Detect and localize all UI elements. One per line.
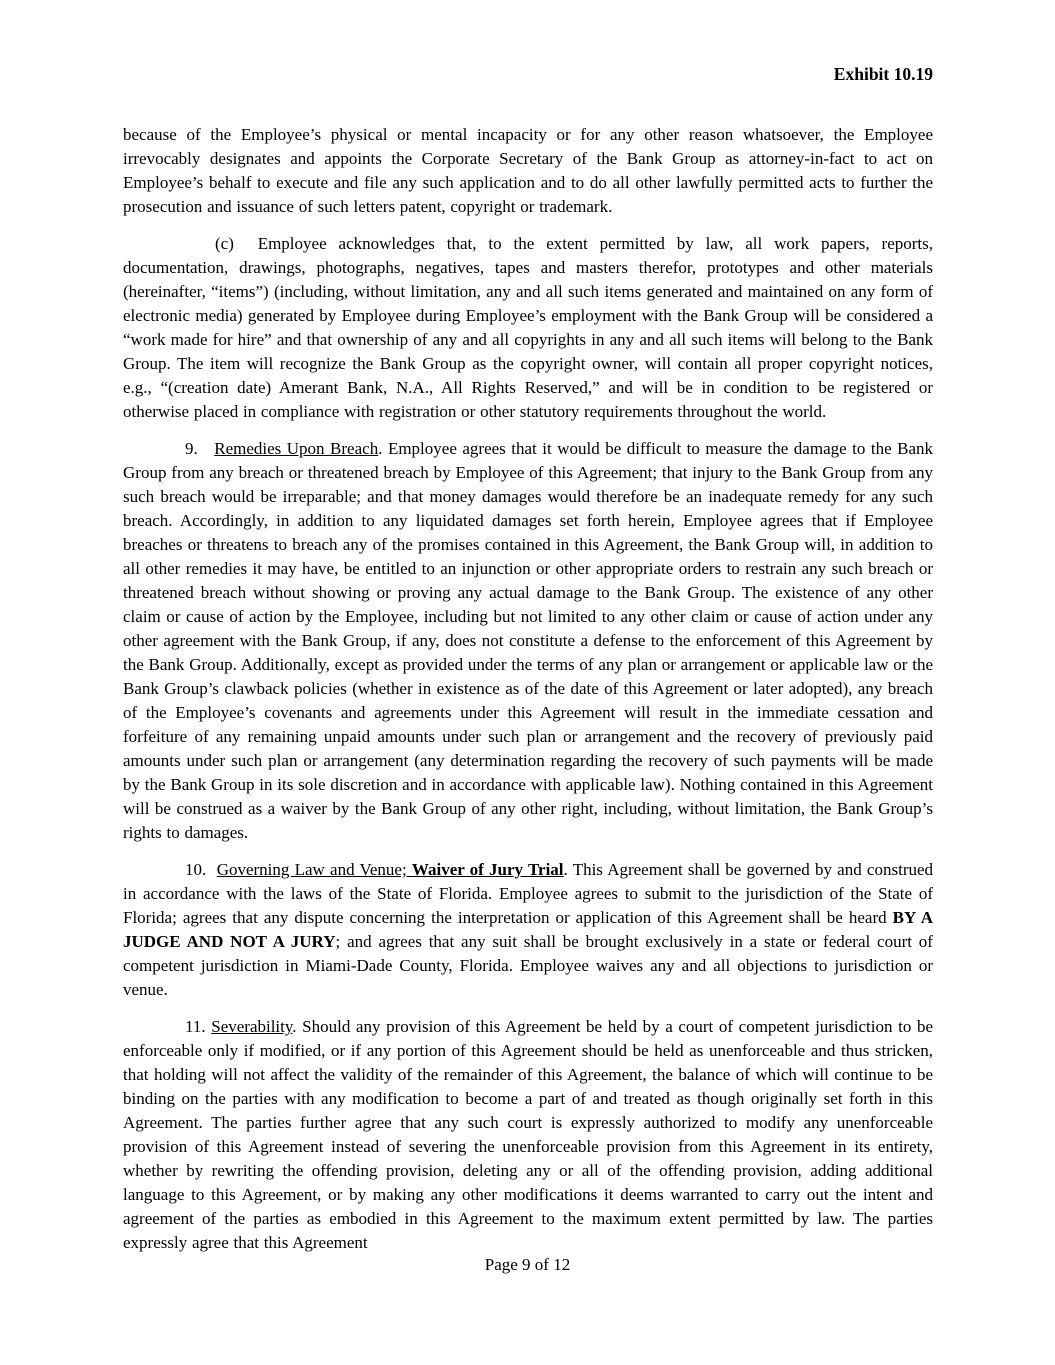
section-number: 9.	[185, 439, 215, 458]
document-content	[123, 62, 933, 1255]
section-number: 10.	[185, 860, 217, 879]
continuation-paragraph	[123, 123, 933, 219]
document-body	[123, 123, 933, 1255]
section-title: Remedies Upon Breach	[214, 439, 379, 458]
section-title: Governing Law and Venue;	[216, 860, 412, 879]
section-body: . Employee agrees that it would be difficult to measure the damage to the Bank Group from any breach or threatened breach by Employee of this Agreement; that injury to the Bank Group from any such breach would be irreparable; and that money damages would therefore be an inadequate remedy for any such breach. Accordingly, in addition to any liquidated damages set forth herein, Employee agrees that if Employee breaches or threatens to breach any of the promises contained in this Agreement, the Bank Group will, in addition to all other remedies it may have, be entitled to an injunction or other appropriate orders to restrain any such breach or threatened breach without showing or proving any actual damage to the Bank Group. The existence of any other claim or cause of action by the Employee, including but not limited to any other claim or cause of action under any other agreement with the Bank Group, if any, does not constitute a defense to the enforcement of this Agreement by the Bank Group. Additionally, except as provided under the terms of any plan or arrangement or applicable law or the Bank Group’s clawback policies (whether in existence as of the date of this Agreement or later adopted), any breach of the Employee’s covenants and agreements under this Agreement will result in the immediate cessation and forfeiture of any remaining unpaid amounts under such plan or arrangement and the recovery of previously paid amounts under such plan or arrangement (any determination regarding the recovery of such payments will be made by the Bank Group in its sole discretion and in accordance with applicable law). Nothing contained in this Agreement will be construed as a waiver by the Bank Group of any other right, including, without limitation, the Bank Group’s rights to damages.	[123, 439, 934, 842]
emphasis-run: BY A JUDGE AND NOT A JURY	[123, 908, 933, 951]
section-body: . This Agreement shall be governed by and construed in accordance with the laws of the State of Florida. Employee agrees to submit to the jurisdiction of the State of Florida; agrees that any dispute concerning the interpretation or application of this Agreement shall be heard	[123, 860, 934, 927]
page-number: Page 9 of 12	[484, 1255, 571, 1274]
section-title-bold: Waiver of Jury Trial	[411, 860, 564, 879]
section-title: Severability	[211, 1017, 293, 1036]
section-9-remedies-upon-breach	[123, 437, 933, 845]
section-10-governing-law-and-venue	[123, 858, 933, 1002]
section-body-continued: ; and agrees that any suit shall be brought exclusively in a state or federal court of competent jurisdiction in Miami-Dade County, Florida. Employee waives any and all objections to jurisdiction or venue.	[123, 932, 933, 999]
clause-c-paragraph	[123, 232, 933, 424]
exhibit-label: Exhibit 10.19	[833, 64, 933, 84]
text-run: because of the Employee’s physical or mental incapacity or for any other reason whatsoever, the Employee irrevocably designates and appoints the Corporate Secretary of the Bank Group as attorney-in-fact to act on Employee’s behalf to execute and file any such application and to do all other lawfully permitted acts to further the prosecution and issuance of such letters patent, copyright or trademark.	[123, 125, 933, 216]
section-number: 11.	[185, 1017, 212, 1036]
section-body: . Should any provision of this Agreement be held by a court of competent jurisdiction to be enforceable only if modified, or if any portion of this Agreement should be held as unenforceable and thus stricken, that holding will not affect the validity of the remainder of this Agreement, the balance of which will continue to be binding on the parties with any modification to become a part of and treated as though originally set forth in this Agreement. The parties further agree that any such court is expressly authorized to modify any unenforceable provision of this Agreement instead of severing the unenforceable provision from this Agreement in its entirety, whether by rewriting the offending provision, deleting any or all of the offending provision, adding additional language to this Agreement, or by making any other modifications it deems warranted to carry out the intent and agreement of the parties as embodied in this Agreement to the maximum extent permitted by law. The parties expressly agree that this Agreement	[123, 1017, 933, 1252]
clause-label: (c) Employee acknowledges that, to the extent permitted by law, all work papers, reports, documentation, drawings, photographs, negatives, tapes and masters therefor, prototypes and other materials (hereinafter, “items”) (including, without limitation, any and all such items generated and maintained on any form of electronic media) generated by Employee during Employee’s employment with the Bank Group will be considered a “work made for hire” and that ownership of any and all copyrights in any and all such items will belong to the Bank Group. The item will recognize the Bank Group as the copyright owner, will contain all proper copyright notices, e.g., “(creation date) Amerant Bank, N.A., All Rights Reserved,” and will be in condition to be registered or otherwise placed in compliance with registration or other statutory requirements throughout the world.	[123, 234, 933, 421]
section-11-severability	[123, 1015, 933, 1255]
